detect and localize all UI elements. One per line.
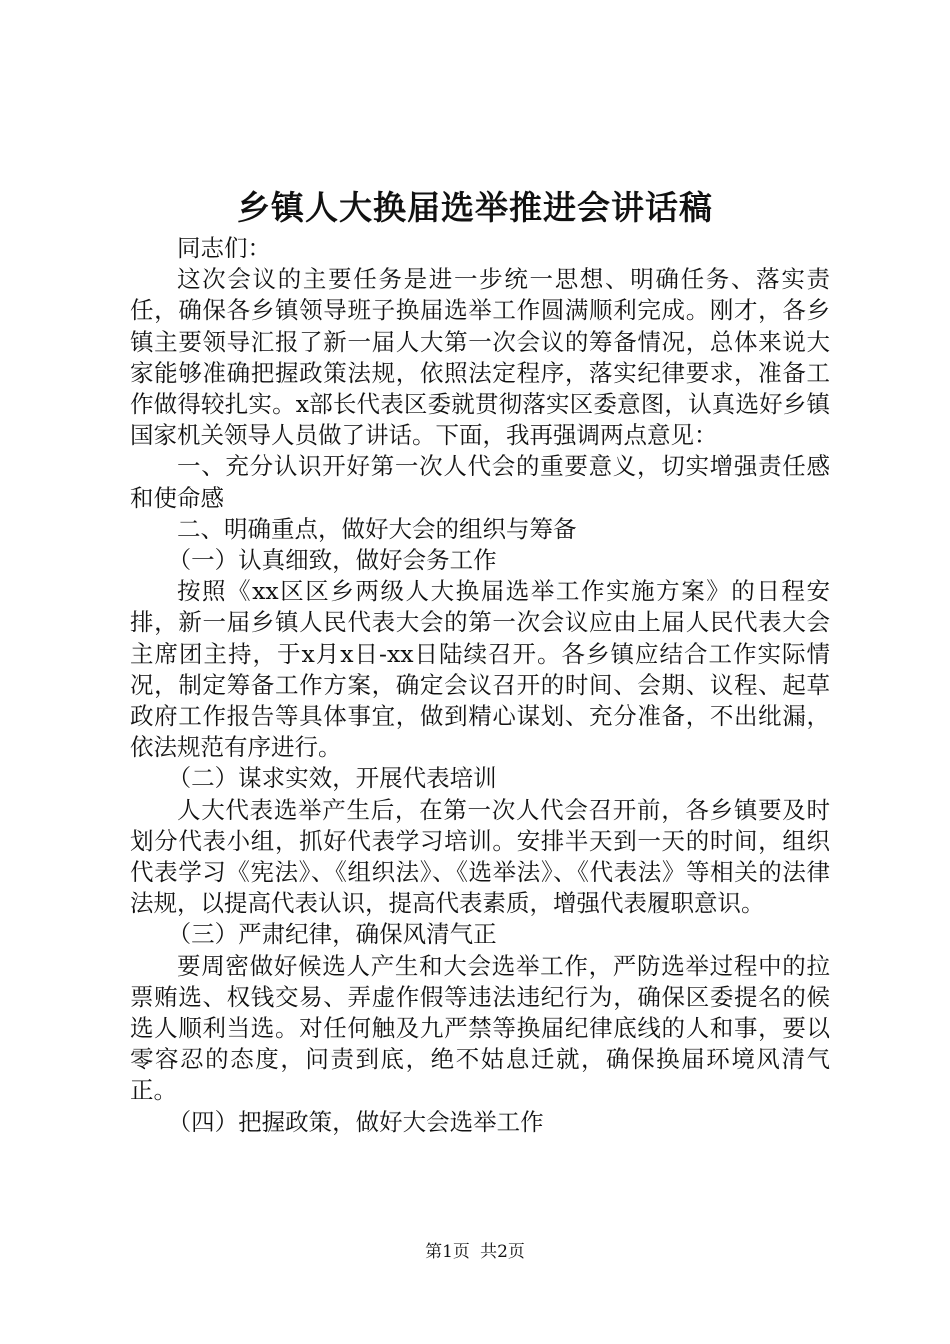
paragraph-meeting-affairs: 按照《xx区区乡两级人大换届选举工作实施方案》的日程安排，新一届乡镇人民代表大会的第一次会议应由上届人民代表大会主席团主持，于x月x日-xx日陆续召开。各乡镇应结合工作实际情况，制定筹备工作方案，确定会议召开的时间、会期、议程、起草政府工作报告等具体事宜，做到精心谋划、充分准备，不出纰漏，依法规范有序进行。	[130, 577, 830, 762]
document-title: 乡镇人大换届选举推进会讲话稿	[237, 188, 713, 227]
heading-section-2: 二、明确重点，做好大会的组织与筹备	[177, 514, 577, 543]
paragraph-training: 人大代表选举产生后，在第一次人代会召开前，各乡镇要及时划分代表小组，抓好代表学习培训。安排半天到一天的时间，组织代表学习《宪法》、《组织法》、《选举法》、《代表法》等相关的法律法规，以提高代表认识，提高代表素质，增强代表履职意识。	[130, 795, 830, 918]
page-footer	[0, 1240, 950, 1264]
subheading-3: （三）严肃纪律，确保风清气正	[167, 920, 497, 949]
heading-section-1: 一、充分认识开好第一次人代会的重要意义，切实增强责任感和使命感	[130, 452, 830, 512]
subheading-2: （二）谋求实效，开展代表培训	[167, 764, 497, 793]
document-body	[130, 233, 830, 1138]
page-number-total: 共2页	[480, 1242, 525, 1262]
page-number-current: 第1页	[425, 1242, 470, 1262]
subheading-4: （四）把握政策，做好大会选举工作	[167, 1107, 544, 1136]
salutation: 同志们：	[177, 234, 271, 262]
paragraph-discipline: 要周密做好候选人产生和大会选举工作，严防选举过程中的拉票贿选、权钱交易、弄虚作假等违法违纪行为，确保区委提名的候选人顺利当选。对任何触及九严禁等换届纪律底线的人和事，要以零容忍的态度，问责到底，绝不姑息迁就，确保换届环境风清气正。	[130, 951, 830, 1105]
paragraph-intro: 这次会议的主要任务是进一步统一思想、明确任务、落实责任，确保各乡镇领导班子换届选举工作圆满顺利完成。刚才，各乡镇主要领导汇报了新一届人大第一次会议的筹备情况，总体来说大家能够准确把握政策法规，依照法定程序，落实纪律要求，准备工作做得较扎实。x部长代表区委就贯彻落实区委意图，认真选好乡镇国家机关领导人员做了讲话。下面，我再强调两点意见：	[130, 265, 830, 450]
subheading-1: （一）认真细致，做好会务工作	[167, 546, 497, 575]
